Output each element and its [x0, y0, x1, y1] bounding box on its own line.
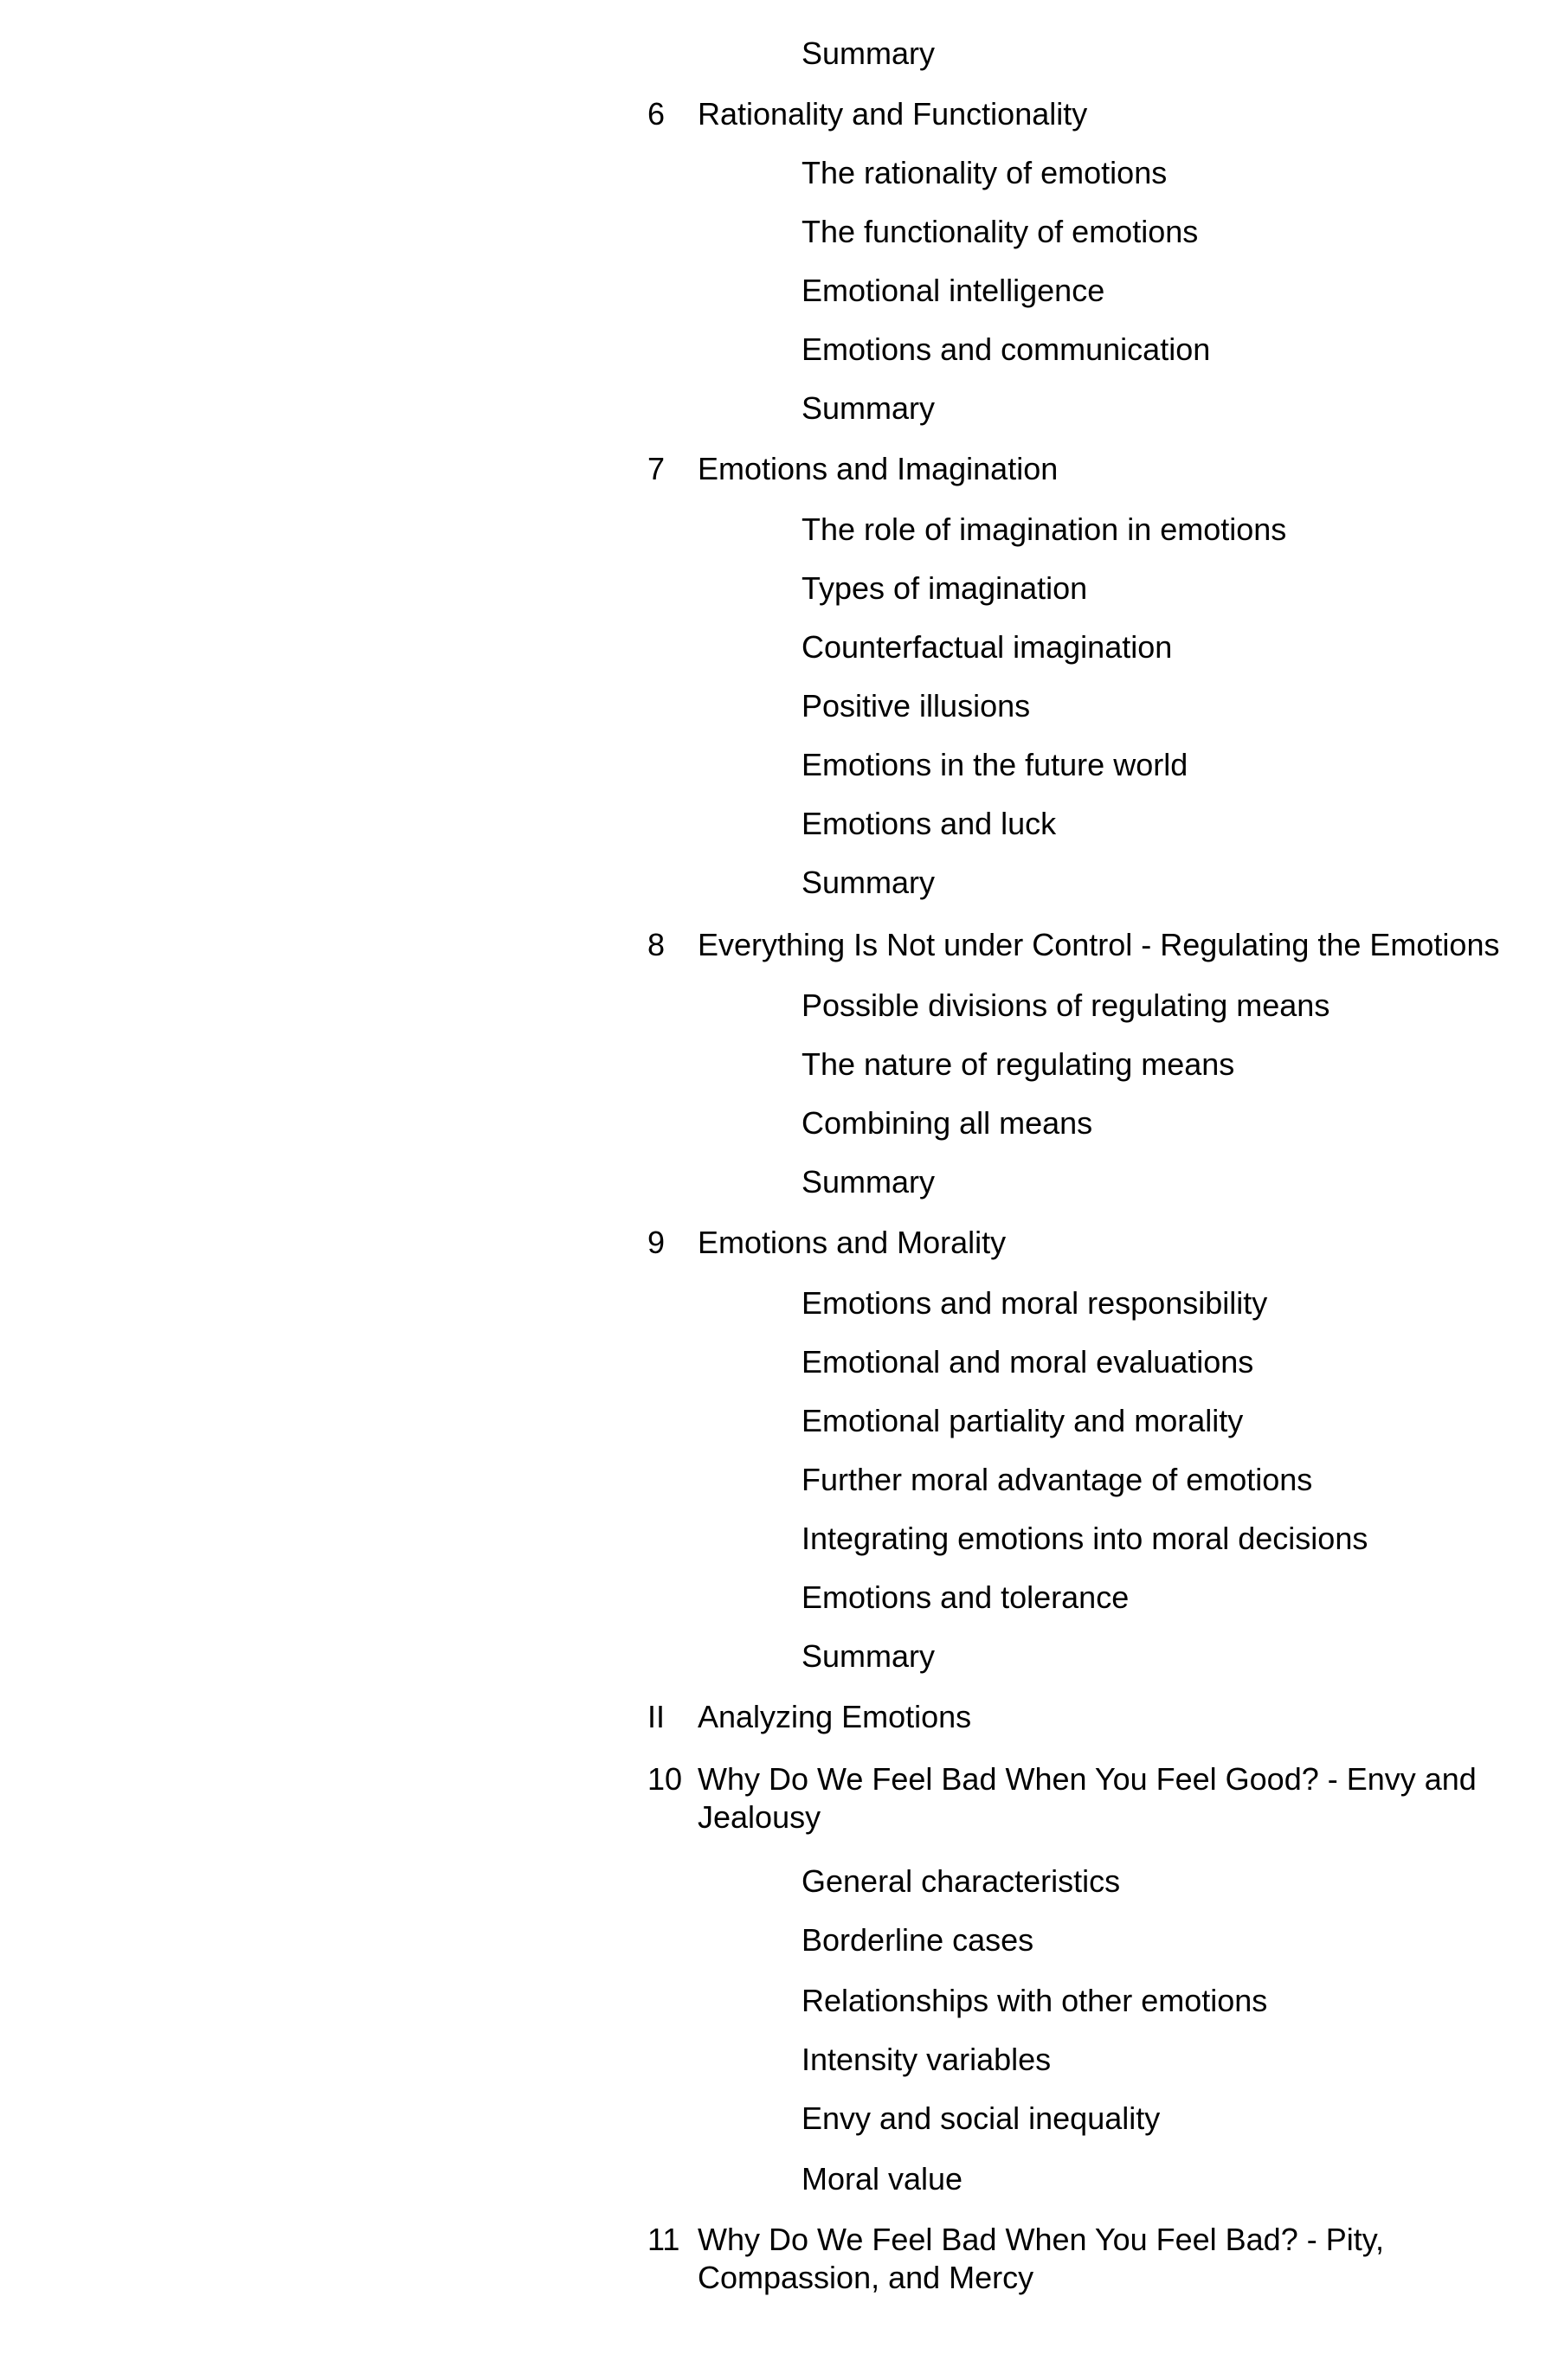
section-title: The nature of regulating means: [802, 1046, 1235, 1082]
section-title: Counterfactual imagination: [802, 629, 1173, 665]
section-title: Further moral advantage of emotions: [802, 1462, 1313, 1497]
section-title: Relationships with other emotions: [802, 1983, 1268, 2018]
part-number: II: [647, 1699, 666, 1734]
chapter-number: 10: [647, 1761, 683, 1797]
chapter-title: Everything Is Not under Control - Regulating the Emotions: [698, 927, 1500, 962]
chapter-number: 11: [647, 2222, 680, 2257]
section-title: Moral value: [802, 2161, 963, 2197]
section-title: The functionality of emotions: [802, 214, 1199, 249]
chapter-title: Rationality and Functionality: [698, 96, 1088, 132]
section-title: Integrating emotions into moral decisions: [802, 1521, 1368, 1556]
section-title: Combining all means: [802, 1105, 1093, 1141]
section-title: Emotions and communication: [802, 331, 1211, 367]
section-title: General characteristics: [802, 1863, 1121, 1899]
section-title: Types of imagination: [802, 570, 1088, 606]
section-title: Emotional and moral evaluations: [802, 1344, 1254, 1380]
section-title: Envy and social inequality: [802, 2100, 1161, 2136]
chapter-number: 9: [647, 1225, 666, 1260]
section-title: Emotions and moral responsibility: [802, 1285, 1268, 1321]
section-title: Possible divisions of regulating means: [802, 987, 1330, 1023]
chapter-number: 8: [647, 927, 666, 962]
section-title: Summary: [802, 1164, 936, 1200]
section-title: Positive illusions: [802, 688, 1031, 724]
chapter-title: Why Do We Feel Bad When You Feel Good? - Envy and Jealousy: [698, 1761, 1477, 1835]
section-title: Emotions and tolerance: [802, 1579, 1130, 1615]
section-title: Intensity variables: [802, 2042, 1052, 2077]
chapter-number: 6: [647, 96, 666, 132]
section-title: Summary: [802, 35, 936, 71]
section-title: Emotions in the future world: [802, 747, 1188, 782]
chapter-title: Why Do We Feel Bad When You Feel Bad? - Pity, Compassion, and Mercy: [698, 2222, 1385, 2295]
section-title: Borderline cases: [802, 1922, 1034, 1958]
section-title: Summary: [802, 865, 936, 900]
section-title: Emotions and luck: [802, 806, 1057, 841]
chapter-number: 7: [647, 451, 666, 486]
chapter-title: Emotions and Imagination: [698, 451, 1059, 486]
section-title: Summary: [802, 390, 936, 426]
section-title: The role of imagination in emotions: [802, 511, 1287, 547]
section-title: Summary: [802, 1638, 936, 1674]
part-title: Analyzing Emotions: [698, 1699, 972, 1734]
section-title: The rationality of emotions: [802, 155, 1168, 190]
section-title: Emotional intelligence: [802, 273, 1105, 308]
section-title: Emotional partiality and morality: [802, 1403, 1244, 1438]
chapter-title: Emotions and Morality: [698, 1225, 1007, 1260]
